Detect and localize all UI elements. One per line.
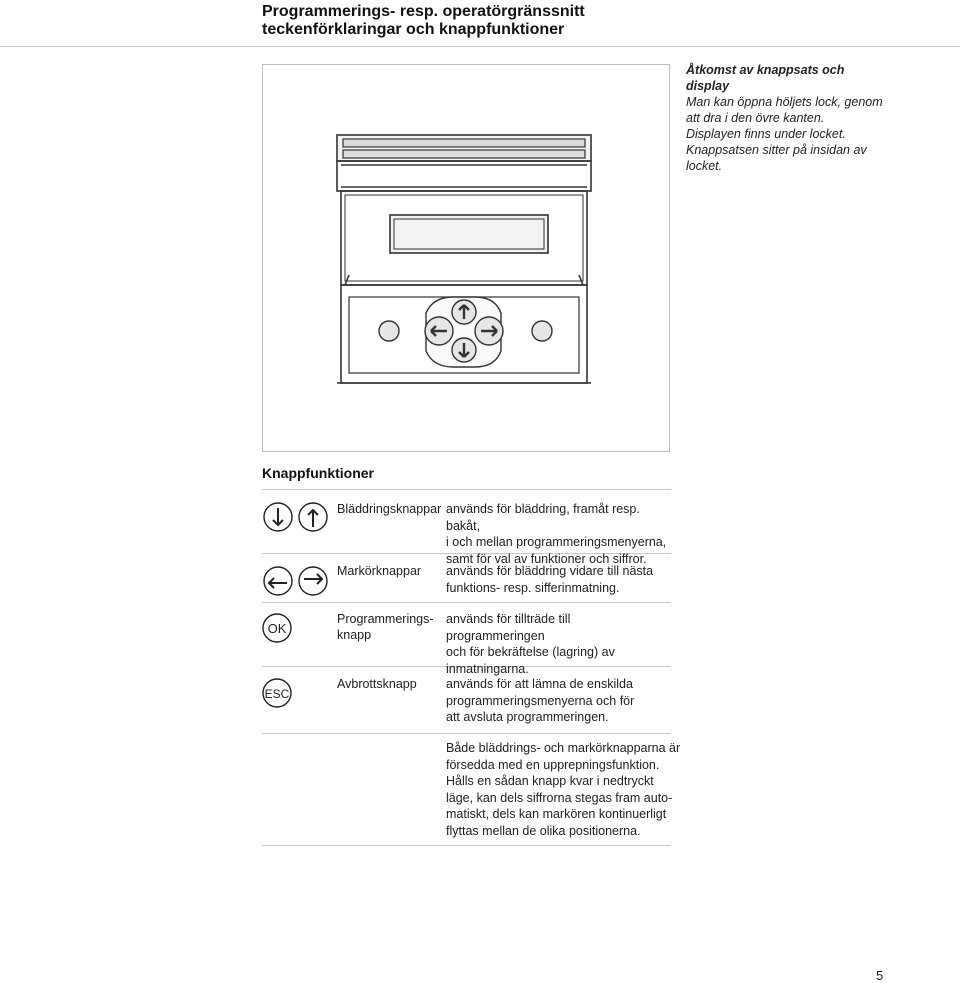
page-header — [262, 3, 585, 39]
desc-line: används för tillträde till programmeringen — [446, 612, 571, 643]
key-row-ok — [262, 613, 294, 645]
access-note-heading-1: Åtkomst av knappsats och — [686, 63, 845, 77]
desc-line: programmeringsmenyerna och för — [446, 693, 635, 708]
access-note-line: Knappsatsen sitter på insidan av — [686, 143, 867, 157]
row-divider — [262, 733, 671, 734]
header-title-line-2: teckenförklaringar och knappfunktioner — [262, 21, 565, 38]
row-divider — [262, 602, 671, 603]
access-note-heading-2: display — [686, 79, 730, 93]
section-title: Knappfunktioner — [262, 465, 374, 481]
desc-line: används för att lämna de enskilda — [446, 677, 633, 691]
header-title-line-1: Programmerings- resp. operatörgränssnitt — [262, 3, 585, 20]
key-label-ok — [337, 611, 434, 643]
device-ok-button — [379, 321, 399, 341]
desc-line: funktions- resp. sifferinmatning. — [446, 580, 620, 595]
footnote-line: Både bläddrings- och markörknapparna är — [446, 741, 681, 755]
desc-line: samt för val av funktioner och siffror. — [446, 551, 647, 566]
desc-line: används för bläddring, framåt resp. bakåt, — [446, 502, 640, 533]
arrow-up-icon — [299, 503, 327, 531]
esc-icon-text: ESC — [264, 687, 290, 701]
scroll-keys-icons — [262, 501, 332, 533]
header-divider — [0, 46, 960, 47]
desc-line: används för bläddring vidare till nästa — [446, 564, 654, 578]
arrow-down-icon — [264, 503, 292, 531]
page-number: 5 — [876, 968, 884, 983]
key-desc-esc — [446, 676, 671, 726]
access-note-line: Man kan öppna höljets lock, genom — [686, 95, 883, 109]
footnote-line: försedda med en upprepningsfunktion. — [446, 757, 660, 772]
key-label-esc: Avbrottsknapp — [337, 677, 417, 691]
access-note-line: Displayen finns under locket. — [686, 127, 846, 141]
cursor-keys-icons — [262, 565, 332, 597]
key-row-scroll — [262, 501, 332, 533]
row-divider — [262, 489, 671, 490]
label-line: Programmerings- — [337, 612, 434, 626]
footnote-line: läge, kan dels siffrorna stegas fram auto- — [446, 790, 673, 805]
key-desc-cursor — [446, 563, 671, 596]
row-divider — [262, 845, 671, 846]
desc-line: inmatningarna. — [446, 661, 529, 676]
access-note-line: locket. — [686, 159, 723, 173]
ok-icon — [262, 613, 294, 645]
esc-icon — [262, 678, 294, 710]
key-row-esc — [262, 678, 294, 710]
arrow-left-icon — [264, 567, 292, 595]
device-esc-button — [532, 321, 552, 341]
device-figure — [262, 64, 670, 452]
footnote-line: flyttas mellan de olika positionerna. — [446, 823, 641, 838]
ok-icon-text: OK — [267, 621, 287, 636]
access-note — [686, 62, 901, 174]
key-label-scroll: Bläddringsknappar — [337, 502, 442, 516]
display-window — [390, 215, 548, 253]
keypad — [379, 297, 552, 367]
key-row-cursor — [262, 565, 332, 597]
key-label-cursor: Markörknappar — [337, 564, 422, 578]
footnote-line: Hålls en sådan knapp kvar i nedtryckt — [446, 774, 654, 788]
controller-drawing — [263, 65, 669, 451]
footnote-line: matiskt, dels kan markören kontinuerligt — [446, 807, 667, 821]
repeat-function-note — [446, 740, 686, 839]
key-desc-scroll — [446, 501, 671, 567]
desc-line: och för bekräftelse (lagring) av — [446, 645, 615, 659]
label-line: knapp — [337, 628, 372, 642]
arrow-right-icon — [299, 567, 327, 595]
desc-line: i och mellan programmeringsmenyerna, — [446, 535, 667, 549]
key-desc-ok — [446, 611, 671, 677]
access-note-line: att dra i den övre kanten. — [686, 111, 825, 125]
desc-line: att avsluta programmeringen. — [446, 710, 609, 724]
